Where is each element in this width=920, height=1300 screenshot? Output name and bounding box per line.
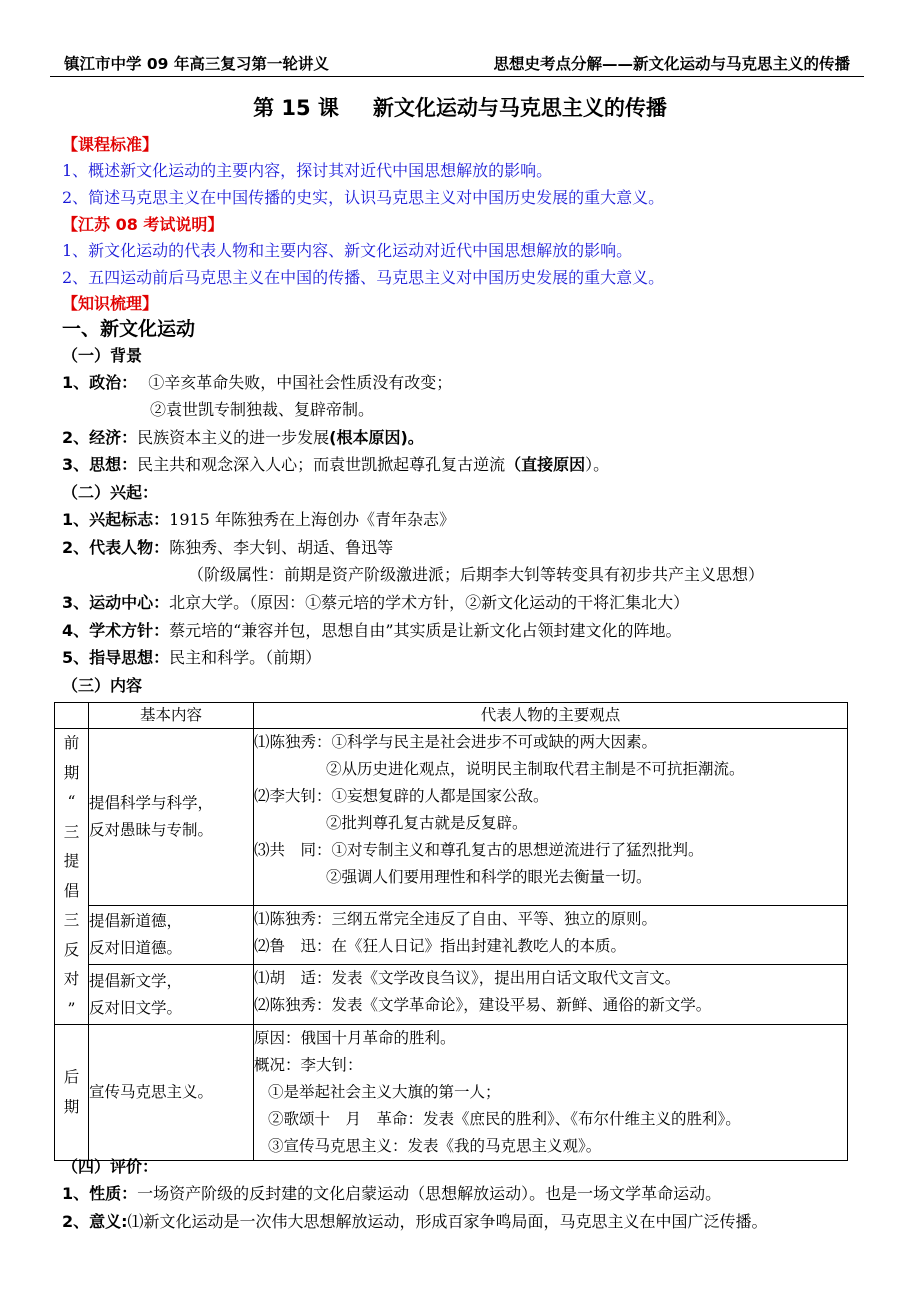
basic-line: 反对旧文学。 [89, 998, 183, 1017]
rise-4-text: 蔡元培的“兼容并包，思想自由”其实质是让新文化占领封建文化的阵地。 [169, 621, 682, 640]
early-period-label [55, 729, 89, 1025]
basic-line: 宣传马克思主义。 [89, 1083, 214, 1101]
view-line: ②强调人们要用理性和科学的眼光去衡量一切。 [326, 868, 652, 886]
bg-politics-label: 1、政治： [62, 373, 138, 392]
bg-economy [62, 427, 424, 449]
rise-5-text: 民主和科学。（前期） [169, 648, 322, 667]
view-line: ②批判尊孔复古就是反复辟。 [326, 814, 528, 832]
rise-4 [62, 620, 682, 642]
view-line: ⑴陈独秀：三纲五常完全违反了自由、平等、独立的原则。 [254, 909, 658, 928]
rise-5-label: 5、指导思想： [62, 648, 170, 667]
bg-thought-label: 3、思想： [62, 455, 138, 474]
rise-4-label: 4、学术方针： [62, 621, 170, 640]
bg-thought-end: ）。 [585, 455, 610, 474]
basic-cell-morality [89, 905, 254, 965]
bg-politics [62, 372, 452, 394]
view-line: ⑵李大钊：①妄想复辟的人都是国家公敌。 [254, 787, 549, 805]
rise-3-label: 3、运动中心： [62, 593, 170, 612]
view-line: ②从历史进化观点，说明民主制取代君主制是不可抗拒潮流。 [326, 760, 745, 778]
views-cell-morality [254, 905, 848, 965]
standards-heading: 【课程标准】 [62, 135, 159, 154]
eval-nature-text: 一场资产阶级的反封建的文化启蒙运动（思想解放运动）。也是一场文学革命运动。 [137, 1184, 722, 1203]
basic-line: 提倡科学与科学， [89, 793, 214, 812]
exam-item-1: 1、新文化运动的代表人物和主要内容、新文化运动对近代中国思想解放的影响。 [62, 241, 633, 260]
view-line: ⑵陈独秀：发表《文学革命论》，建设平易、新鲜、通俗的新文学。 [254, 996, 712, 1015]
basic-cell-marxism [89, 1025, 254, 1161]
table-row [55, 905, 848, 965]
early-char: 期 [63, 763, 80, 782]
bg-economy-text: 民族资本主义的进一步发展 [137, 428, 330, 447]
lesson-title [0, 92, 920, 122]
exam-heading: 【江苏 08 考试说明】 [62, 215, 224, 234]
early-char: 倡 [63, 881, 80, 900]
early-char: 三 [63, 822, 80, 841]
view-line: ⑴胡 适：发表《文学改良刍议》，提出用白话文取代文言文。 [254, 969, 681, 988]
early-char: 反 [63, 940, 80, 959]
eval-significance-text: ⑴新文化运动是一次伟大思想解放运动，形成百家争鸣局面，马克思主义在中国广泛传播。 [127, 1212, 768, 1231]
bg-politics-a: ①辛亥革命失败，中国社会性质没有改变； [148, 373, 453, 392]
early-char: 前 [63, 734, 80, 752]
rise-2-note: （阶级属性：前期是资产阶级激进派；后期李大钊等转变具有初步共产主义思想） [188, 565, 765, 584]
basic-line: 反对愚昧与专制。 [89, 820, 214, 839]
late-char: 期 [63, 1097, 80, 1116]
eval-heading: （四）评价： [62, 1157, 159, 1176]
view-line: ⑴陈独秀：①科学与民主是社会进步不可或缺的两大因素。 [254, 733, 658, 751]
early-char: 三 [63, 911, 80, 929]
rise-2 [62, 537, 393, 559]
late-period-label [55, 1025, 89, 1161]
bg-thought [62, 454, 609, 476]
rise-1-label: 1、兴起标志： [62, 510, 170, 529]
rise-heading: （二）兴起： [62, 483, 159, 502]
eval-nature-label: 1、性质： [62, 1184, 138, 1203]
eval-significance-label: 2、意义: [62, 1212, 128, 1231]
bg-thought-bold: （直接原因 [505, 455, 586, 474]
bg-economy-bold: (根本原因)。 [329, 428, 424, 447]
view-line: 原因：俄国十月革命的胜利。 [254, 1029, 456, 1047]
rise-1 [62, 509, 455, 531]
knowledge-heading: 【知识梳理】 [62, 294, 159, 313]
standard-item-2: 2、简述马克思主义在中国传播的史实，认识马克思主义对中国历史发展的重大意义。 [62, 188, 665, 207]
rise-2-text: 陈独秀、李大钊、胡适、鲁迅等 [169, 538, 394, 557]
content-heading: （三）内容 [62, 676, 143, 695]
eval-significance [62, 1211, 768, 1233]
rise-3 [62, 592, 689, 614]
early-char: ” [67, 999, 76, 1018]
table-header-row [55, 703, 848, 729]
col-views-header: 代表人物的主要观点 [254, 703, 848, 729]
early-char: 对 [63, 970, 80, 988]
content-table [54, 702, 848, 1161]
lesson-name: 新文化运动与马克思主义的传播 [372, 96, 667, 120]
col-basic-header: 基本内容 [89, 703, 254, 729]
rise-2-label: 2、代表人物： [62, 538, 170, 557]
early-char: “ [67, 793, 76, 811]
table-row [55, 729, 848, 906]
table-row [55, 1025, 848, 1161]
view-line: 概况：李大钊： [254, 1056, 363, 1074]
header-left: 镇江市中学 09 年高三复习第一轮讲义 [64, 55, 329, 73]
basic-cell-literature [89, 965, 254, 1025]
rise-5 [62, 647, 321, 669]
view-line: ⑵鲁 迅：在《狂人日记》指出封建礼教吃人的本质。 [254, 936, 627, 955]
eval-nature [62, 1183, 721, 1205]
background-heading: （一）背景 [62, 346, 143, 365]
rise-3-text: 北京大学。（原因：①蔡元培的学术方针，②新文化运动的干将汇集北大） [169, 593, 690, 612]
section-1-heading: 一、新文化运动 [62, 318, 196, 340]
rise-1-text: 1915 年陈独秀在上海创办《青年杂志》 [169, 510, 455, 529]
views-cell-literature [254, 965, 848, 1025]
view-line: ⑶共 同：①对专制主义和尊孔复古的思想逆流进行了猛烈批判。 [254, 841, 704, 859]
views-cell-marxism [254, 1025, 848, 1161]
view-line: ①是举起社会主义大旗的第一人； [268, 1083, 501, 1101]
bg-economy-label: 2、经济： [62, 428, 138, 447]
bg-politics-b: ②袁世凯专制独裁、复辟帝制。 [150, 400, 375, 419]
table-header-empty [55, 703, 89, 729]
lesson-number: 第 15 课 [253, 96, 339, 120]
bg-thought-text: 民主共和观念深入人心；而袁世凯掀起尊孔复古逆流 [137, 455, 506, 474]
late-char: 后 [63, 1068, 80, 1086]
view-line: ②歌颂十 月 革命：发表《庶民的胜利》、《布尔什维主义的胜利》。 [268, 1110, 741, 1128]
standard-item-1: 1、概述新文化运动的主要内容，探讨其对近代中国思想解放的影响。 [62, 161, 553, 180]
basic-cell-science [89, 729, 254, 906]
views-cell-science [254, 729, 848, 906]
basic-line: 提倡新道德， [89, 912, 183, 931]
view-line: ③宣传马克思主义：发表《我的马克思主义观》。 [268, 1137, 602, 1155]
page-header [50, 50, 864, 77]
table-row [55, 965, 848, 1025]
basic-line: 提倡新文学， [89, 971, 183, 990]
exam-item-2: 2、五四运动前后马克思主义在中国的传播、马克思主义对中国历史发展的重大意义。 [62, 268, 665, 287]
early-char: 提 [63, 852, 80, 870]
basic-line: 反对旧道德。 [89, 939, 183, 958]
header-right: 思想史考点分解——新文化运动与马克思主义的传播 [493, 55, 850, 73]
